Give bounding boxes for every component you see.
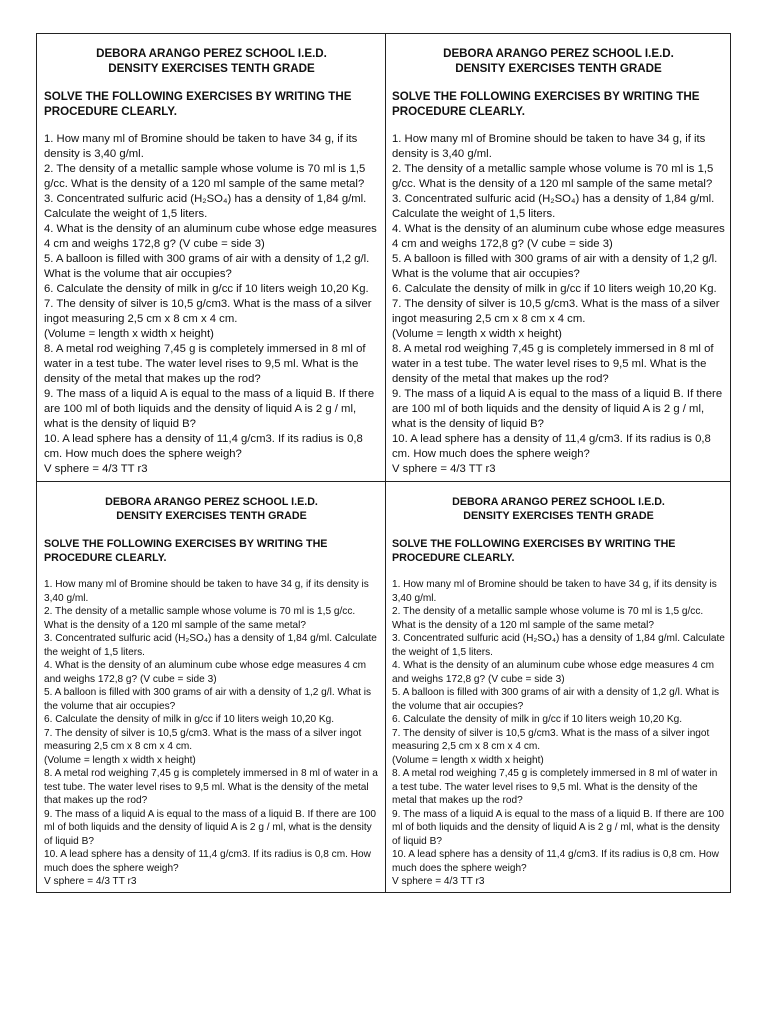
exercise-item: 4. What is the density of an aluminum cube whose edge measures 4 cm and weighs 172,8 g? (V cube = side 3): [44, 660, 367, 685]
exercise-item: 6. Calculate the density of milk in g/cc if 10 liters weigh 10,20 Kg.: [392, 283, 717, 295]
exercise-item: (Volume = length x width x height): [44, 328, 214, 340]
instructions: SOLVE THE FOLLOWING EXERCISES BY WRITING THE PROCEDURE CLEARLY.: [392, 90, 700, 118]
exercise-item: 9. The mass of a liquid A is equal to the mass of a liquid B. If there are 100 ml of both liquids and the density of liquid A is 2 g / ml, what is the density of liquid B?: [44, 808, 376, 847]
exercise-item: 2. The density of a metallic sample whose volume is 70 ml is 1,5 g/cc. What is the density of a 120 ml sample of the same metal?: [392, 163, 714, 190]
worksheet-sheet: [36, 33, 731, 893]
exercise-item: 6. Calculate the density of milk in g/cc if 10 liters weigh 10,20 Kg.: [44, 283, 369, 295]
exercise-item: 8. A metal rod weighing 7,45 g is completely immersed in 8 ml of water in a test tube. The water level rises to 9,5 ml. What is the density of the metal that makes up the rod?: [392, 343, 714, 385]
exercise-item: 8. A metal rod weighing 7,45 g is completely immersed in 8 ml of water in a test tube. The water level rises to 9,5 ml. What is the density of the metal that makes up the rod?: [392, 768, 718, 806]
exercise-list: [44, 578, 379, 889]
exercise-item: 9. The mass of a liquid A is equal to the mass of a liquid B. If there are 100 ml of both liquids and the density of liquid A is 2 g / ml, what is the density of liquid B?: [392, 808, 724, 847]
instructions: SOLVE THE FOLLOWING EXERCISES BY WRITING THE PROCEDURE CLEARLY.: [44, 538, 328, 564]
exercise-item: 10. A lead sphere has a density of 11,4 g/cm3. If its radius is 0,8 cm. How much does the sphere weigh?: [392, 433, 711, 460]
school-name: DEBORA ARANGO PEREZ SCHOOL I.E.D.: [443, 47, 674, 60]
exercise-item: 10. A lead sphere has a density of 11,4 g/cm3. If its radius is 0,8 cm. How much does the sphere weigh?: [392, 849, 719, 874]
exercise-item: (Volume = length x width x height): [392, 328, 562, 340]
exercise-item: V sphere = 4/3 TT r3: [392, 876, 485, 887]
worksheet-title: DENSITY EXERCISES TENTH GRADE: [455, 62, 662, 75]
exercise-item: 3. Concentrated sulfuric acid (H₂SO₄) has a density of 1,84 g/ml. Calculate the weight of 1,5 liters.: [44, 193, 367, 220]
exercise-item: 1. How many ml of Bromine should be taken to have 34 g, if its density is 3,40 g/ml.: [44, 133, 358, 160]
exercise-item: 10. A lead sphere has a density of 11,4 g/cm3. If its radius is 0,8 cm. How much does the sphere weigh?: [44, 849, 371, 874]
exercise-item: 3. Concentrated sulfuric acid (H₂SO₄) has a density of 1,84 g/ml. Calculate the weight of 1,5 liters.: [44, 633, 377, 658]
worksheet-copy-bottom-right: [386, 482, 731, 893]
exercise-item: 8. A metal rod weighing 7,45 g is completely immersed in 8 ml of water in a test tube. The water level rises to 9,5 ml. What is the density of the metal that makes up the rod?: [44, 343, 366, 385]
exercise-list: [392, 132, 725, 477]
worksheet-title: DENSITY EXERCISES TENTH GRADE: [463, 510, 654, 522]
exercise-list: [392, 578, 725, 889]
exercise-item: (Volume = length x width x height): [392, 754, 544, 766]
instructions: SOLVE THE FOLLOWING EXERCISES BY WRITING THE PROCEDURE CLEARLY.: [44, 90, 352, 118]
worksheet-title: DENSITY EXERCISES TENTH GRADE: [116, 510, 307, 522]
school-name: DEBORA ARANGO PEREZ SCHOOL I.E.D.: [105, 496, 318, 508]
exercise-item: V sphere = 4/3 TT r3: [392, 463, 496, 475]
exercise-item: 5. A balloon is filled with 300 grams of air with a density of 1,2 g/l. What is the volume that air occupies?: [392, 687, 720, 712]
exercise-item: 7. The density of silver is 10,5 g/cm3. What is the mass of a silver ingot measuring 2,5 cm x 8 cm x 4 cm.: [392, 727, 710, 752]
instructions: SOLVE THE FOLLOWING EXERCISES BY WRITING THE PROCEDURE CLEARLY.: [392, 538, 676, 564]
exercise-item: 3. Concentrated sulfuric acid (H₂SO₄) has a density of 1,84 g/ml. Calculate the weight of 1,5 liters.: [392, 193, 715, 220]
exercise-item: 5. A balloon is filled with 300 grams of air with a density of 1,2 g/l. What is the volume that air occupies?: [44, 253, 370, 280]
exercise-item: 4. What is the density of an aluminum cube whose edge measures 4 cm and weighs 172,8 g? (V cube = side 3): [392, 223, 725, 250]
exercise-item: 1. How many ml of Bromine should be taken to have 34 g, if its density is 3,40 g/ml.: [392, 133, 706, 160]
exercise-item: 2. The density of a metallic sample whose volume is 70 ml is 1,5 g/cc. What is the density of a 120 ml sample of the same metal?: [392, 606, 704, 631]
exercise-item: 4. What is the density of an aluminum cube whose edge measures 4 cm and weighs 172,8 g? (V cube = side 3): [392, 660, 715, 685]
worksheet-title: DENSITY EXERCISES TENTH GRADE: [108, 62, 315, 75]
exercise-item: 5. A balloon is filled with 300 grams of air with a density of 1,2 g/l. What is the volume that air occupies?: [392, 253, 718, 280]
school-name: DEBORA ARANGO PEREZ SCHOOL I.E.D.: [96, 47, 327, 60]
exercise-item: 2. The density of a metallic sample whose volume is 70 ml is 1,5 g/cc. What is the density of a 120 ml sample of the same metal?: [44, 163, 366, 190]
exercise-item: 9. The mass of a liquid A is equal to the mass of a liquid B. If there are 100 ml of both liquids and the density of liquid A is 2 g / ml, what is the density of liquid B?: [392, 388, 723, 430]
exercise-item: 9. The mass of a liquid A is equal to the mass of a liquid B. If there are 100 ml of both liquids and the density of liquid A is 2 g / ml, what is the density of liquid B?: [44, 388, 375, 430]
exercise-list: [44, 132, 379, 477]
exercise-item: 4. What is the density of an aluminum cube whose edge measures 4 cm and weighs 172,8 g? (V cube = side 3): [44, 223, 377, 250]
exercise-item: 7. The density of silver is 10,5 g/cm3. What is the mass of a silver ingot measuring 2,5 cm x 8 cm x 4 cm.: [44, 727, 362, 752]
exercise-item: 7. The density of silver is 10,5 g/cm3. What is the mass of a silver ingot measuring 2,5 cm x 8 cm x 4 cm.: [44, 298, 372, 325]
exercise-item: 3. Concentrated sulfuric acid (H₂SO₄) has a density of 1,84 g/ml. Calculate the weight of 1,5 liters.: [392, 633, 725, 658]
exercise-item: 5. A balloon is filled with 300 grams of air with a density of 1,2 g/l. What is the volume that air occupies?: [44, 687, 372, 712]
worksheet-copy-top-right: [386, 34, 731, 481]
exercise-item: V sphere = 4/3 TT r3: [44, 876, 137, 887]
exercise-item: (Volume = length x width x height): [44, 754, 196, 766]
exercise-item: 1. How many ml of Bromine should be taken to have 34 g, if its density is 3,40 g/ml.: [44, 579, 369, 604]
exercise-item: 7. The density of silver is 10,5 g/cm3. What is the mass of a silver ingot measuring 2,5 cm x 8 cm x 4 cm.: [392, 298, 720, 325]
exercise-item: 6. Calculate the density of milk in g/cc if 10 liters weigh 10,20 Kg.: [44, 714, 335, 725]
school-name: DEBORA ARANGO PEREZ SCHOOL I.E.D.: [452, 496, 665, 508]
exercise-item: 6. Calculate the density of milk in g/cc if 10 liters weigh 10,20 Kg.: [392, 714, 683, 725]
exercise-item: 1. How many ml of Bromine should be taken to have 34 g, if its density is 3,40 g/ml.: [392, 579, 717, 604]
exercise-item: 10. A lead sphere has a density of 11,4 g/cm3. If its radius is 0,8 cm. How much does the sphere weigh?: [44, 433, 363, 460]
worksheet-copy-top-left: [37, 34, 385, 481]
exercise-item: V sphere = 4/3 TT r3: [44, 463, 148, 475]
exercise-item: 8. A metal rod weighing 7,45 g is completely immersed in 8 ml of water in a test tube. The water level rises to 9,5 ml. What is the density of the metal that makes up the rod?: [44, 768, 378, 806]
exercise-item: 2. The density of a metallic sample whose volume is 70 ml is 1,5 g/cc. What is the density of a 120 ml sample of the same metal?: [44, 606, 356, 631]
worksheet-copy-bottom-left: [37, 482, 385, 893]
